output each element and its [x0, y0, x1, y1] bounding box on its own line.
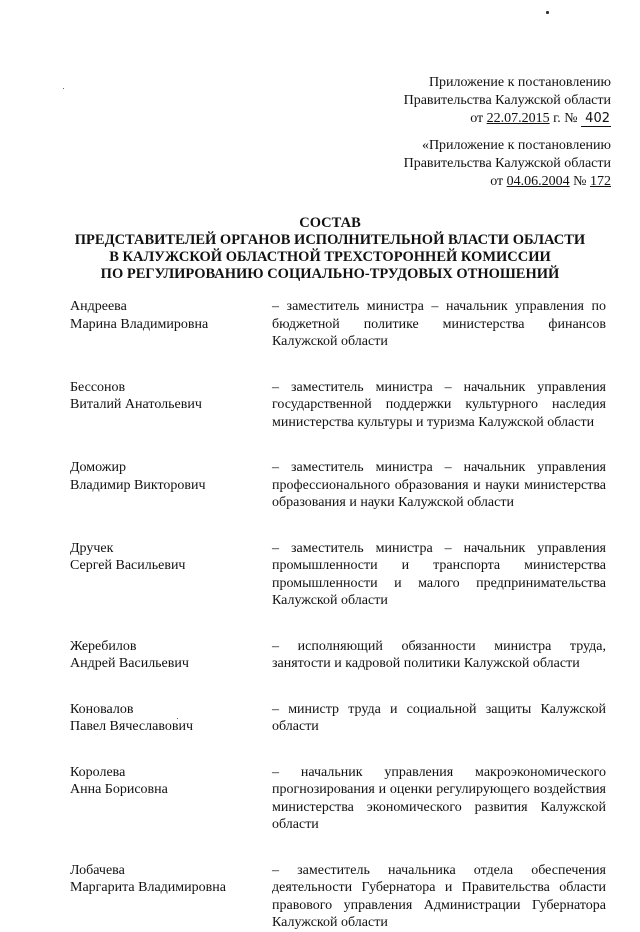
member-entry — [70, 862, 606, 932]
member-name — [70, 540, 272, 610]
member-position: – министр труда и социальной защиты Калужской области — [272, 701, 606, 734]
member-given-name: Андрей Васильевич — [70, 656, 189, 671]
title-line-4: ПО РЕГУЛИРОВАНИЮ СОЦИАЛЬНО-ТРУДОВЫХ ОТНОШЕНИЙ — [100, 266, 560, 282]
document-title — [60, 215, 600, 283]
member-position: – начальник управления макроэкономического прогнозирования и оценки регулирующего воздействия министерства экономического развития Калужской области — [272, 764, 606, 832]
appendix-line-1: «Приложение к постановлению — [421, 138, 611, 153]
appendix-current — [404, 74, 611, 128]
date-prefix: от — [490, 174, 507, 189]
date-prefix: от — [470, 111, 487, 126]
member-given-name: Анна Борисовна — [70, 782, 168, 797]
member-entry — [70, 638, 606, 673]
member-position: – заместитель министра – начальник управления государственной поддержки культурного наследия министерства культуры и туризма Калужской области — [272, 379, 606, 430]
appendix-date: 04.06.2004 — [506, 174, 570, 189]
year-suffix: г. № — [549, 111, 582, 126]
scan-speck — [63, 88, 64, 89]
scan-speck — [546, 11, 549, 14]
member-entry — [70, 540, 606, 610]
member-name — [70, 298, 272, 351]
member-surname: Андреева — [70, 299, 127, 314]
member-given-name: Сергей Васильевич — [70, 558, 186, 573]
appendix-number: 402 — [581, 112, 611, 127]
member-surname: Королева — [70, 764, 126, 780]
member-entry — [70, 459, 606, 512]
member-entry — [70, 298, 606, 351]
appendix-number: 172 — [590, 174, 611, 189]
appendix-original — [404, 137, 611, 191]
member-position: – заместитель министра – начальник управления по бюджетной политике министерства финансов Калужской области — [272, 299, 606, 349]
member-surname: Бессонов — [70, 379, 126, 395]
member-entry — [70, 379, 606, 432]
member-name — [70, 764, 272, 834]
member-position: – заместитель министра – начальник управления профессионального образования и науки министерства образования и науки Калужской области — [272, 460, 606, 510]
member-entry — [70, 701, 606, 736]
appendix-line-1: Приложение к постановлению — [428, 75, 611, 90]
member-surname: Доможир — [70, 460, 126, 475]
member-given-name: Марина Владимировна — [70, 316, 209, 332]
member-surname: Лобачева — [70, 862, 125, 878]
member-name — [70, 862, 272, 932]
members-list — [70, 298, 606, 932]
number-prefix: № — [569, 174, 590, 189]
member-given-name: Виталий Анатольевич — [70, 397, 202, 412]
title-line-2: ПРЕДСТАВИТЕЛЕЙ ОРГАНОВ ИСПОЛНИТЕЛЬНОЙ ВЛАСТИ ОБЛАСТИ — [74, 232, 586, 248]
member-entry — [70, 764, 606, 834]
member-position: – исполняющий обязанности министра труда, занятости и кадровой политики Калужской области — [272, 638, 606, 671]
member-surname: Коновалов — [70, 701, 134, 717]
title-line-1: СОСТАВ — [299, 215, 361, 231]
member-position: – заместитель министра – начальник управления промышленности и транспорта министерства промышленности и малого предпринимательства Калужской области — [272, 540, 606, 608]
member-position: – заместитель начальника отдела обеспечения деятельности Губернатора и Правительства области правового управления Администрации Губернатора Калужской области — [272, 862, 606, 930]
appendix-date-line — [404, 173, 611, 191]
member-surname: Дручек — [70, 540, 114, 556]
member-name — [70, 638, 272, 673]
appendix-line-2: Правительства Калужской области — [403, 156, 611, 171]
appendix-date-line — [404, 110, 611, 128]
member-name — [70, 379, 272, 432]
appendix-date: 22.07.2015 — [486, 111, 550, 126]
member-name — [70, 701, 272, 736]
member-surname: Жеребилов — [70, 638, 137, 654]
member-given-name: Владимир Викторович — [70, 477, 206, 493]
title-line-3: В КАЛУЖСКОЙ ОБЛАСТНОЙ ТРЕХСТОРОННЕЙ КОМИССИИ — [109, 249, 551, 265]
member-given-name: Павел Вячеславович — [70, 719, 194, 734]
member-name — [70, 459, 272, 512]
member-given-name: Маргарита Владимировна — [70, 880, 226, 895]
appendix-line-2: Правительства Калужской области — [403, 93, 611, 108]
